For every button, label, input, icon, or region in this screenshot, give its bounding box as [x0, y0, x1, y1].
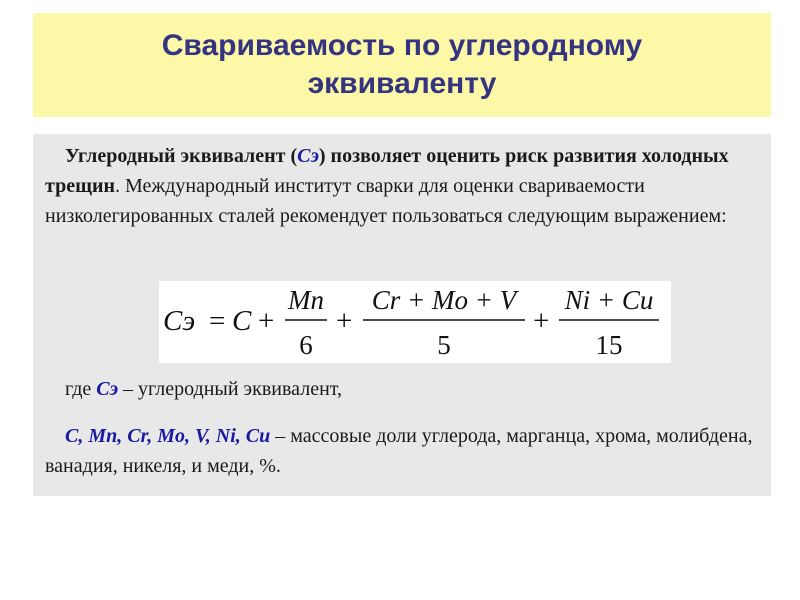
formula — [159, 281, 671, 363]
intro-bold-mid: ) позволяет оценить риск развития холодных трещин — [45, 145, 729, 197]
fraction-2-denominator: 5 — [437, 330, 451, 360]
intro-symbol: Сэ — [297, 145, 319, 167]
where-line — [45, 374, 767, 404]
elements-paragraph — [45, 421, 767, 481]
formula-lhs: Cэ — [163, 305, 196, 337]
formula-plus-2: + — [336, 305, 353, 337]
slide-title — [33, 27, 771, 103]
title-banner — [33, 13, 771, 117]
formula-box — [159, 281, 671, 363]
fraction-2-numerator: Cr + Mo + V — [371, 285, 517, 315]
formula-plus-3: + — [533, 305, 550, 337]
where-symbol: Сэ — [96, 378, 119, 400]
content-panel — [33, 134, 771, 496]
fraction-1-denominator: 6 — [299, 330, 313, 360]
fraction-3-numerator: Ni + Cu — [564, 285, 654, 315]
formula-equals: = — [209, 305, 226, 337]
fraction-3-denominator: 15 — [595, 330, 623, 360]
elements-symbols: C, Mn, Cr, Mo, V, Ni, Cu — [65, 425, 271, 447]
title-line-1: Свариваемость по углеродному — [161, 29, 643, 62]
where-text: – углеродный эквивалент, — [118, 378, 343, 400]
fraction-1-numerator: Mn — [288, 285, 324, 315]
intro-rest: . Международный институт сварки для оценки свариваемости низколегированных сталей рекомендует пользоваться следующим выражением: — [45, 175, 727, 227]
intro-paragraph — [45, 141, 767, 231]
formula-carbon: C — [232, 305, 252, 337]
title-line-2: эквиваленту — [307, 67, 497, 100]
intro-bold-start: Углеродный эквивалент ( — [65, 145, 298, 167]
elements-text: – массовые доли углерода, марганца, хрома, молибдена, ванадия, никеля, и меди, %. — [45, 425, 753, 477]
formula-plus-1: + — [258, 305, 275, 337]
where-prefix: где — [65, 378, 97, 400]
